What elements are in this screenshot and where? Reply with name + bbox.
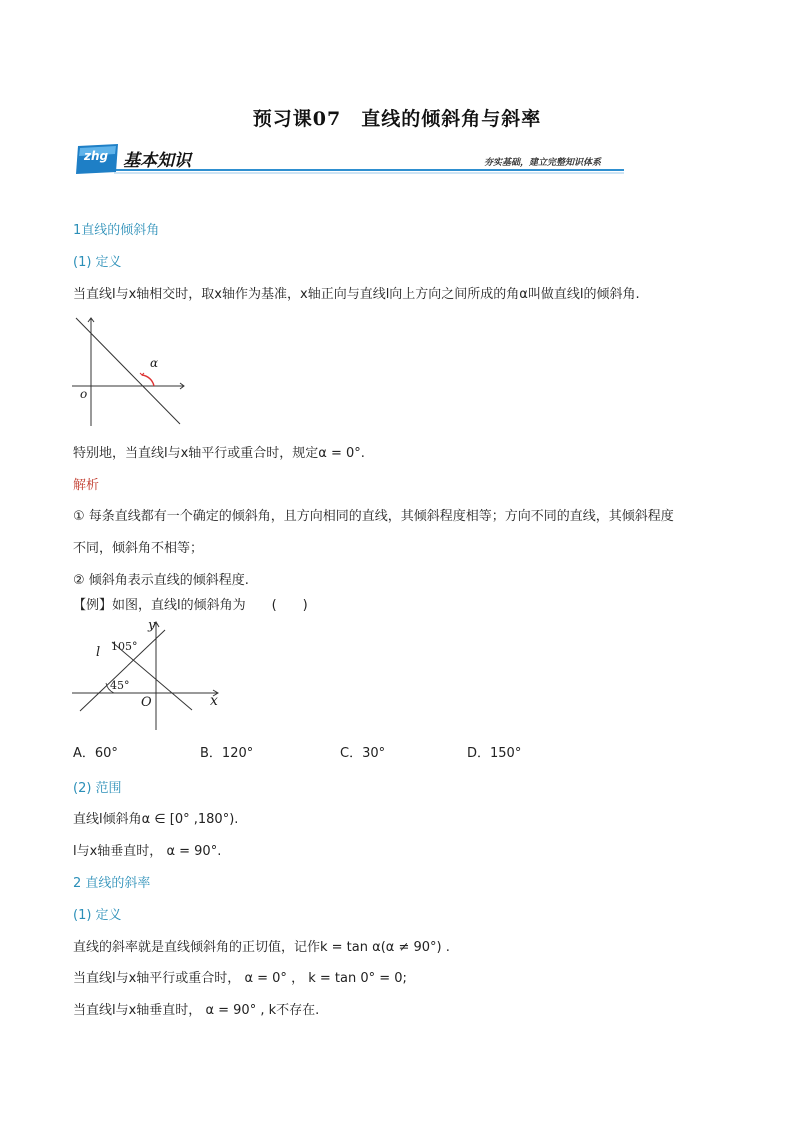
perpendicular-text: l与x轴垂直时， α = 90°. [73,844,222,859]
section2-heading: 2 直线的斜率 [73,876,151,891]
point1-line1: ① 每条直线都有一个确定的倾斜角，且方向相同的直线，其倾斜程度相等；方向不同的直线，其倾斜程度 [73,509,674,524]
option-a: A．60° [73,746,118,761]
option-c: C．30° [340,746,386,761]
range-text: 直线l倾斜角α ∈ [0° ,180°). [73,812,239,827]
option-b: B．120° [200,746,254,761]
figure-example [70,618,230,733]
option-d: D．150° [467,746,522,761]
special-case-text: 特别地，当直线l与x轴平行或重合时，规定α = 0°. [73,446,365,461]
slope-vertical-text: 当直线l与x轴垂直时， α = 90° , k不存在. [73,1003,320,1018]
figure2-x-label: x [210,693,218,709]
definition-text: 当直线l与x轴相交时，取x轴作为基准，x轴正向与直线l向上方向之间所成的角α叫做直线l的倾斜角. [73,287,640,302]
figure2-l-label: l [96,645,101,660]
page-title: 预习课07 直线的倾斜角与斜率 [252,108,542,130]
figure1-alpha-label: α [150,356,159,370]
section1-sub2: (2) 范围 [73,781,122,796]
figure1-origin-label: o [80,387,88,401]
banner-label: 基本知识 [123,151,191,171]
slope-parallel-text: 当直线l与x轴平行或重合时， α = 0° ， k = tan 0° = 0; [73,971,407,986]
analysis-label: 解析 [73,478,100,493]
figure2-angle-45: 45° [110,679,130,692]
figure2-y-label: y [148,618,156,633]
point2-text: ② 倾斜角表示直线的倾斜程度. [73,573,249,588]
banner-logo-text: zhg [84,149,109,163]
section2-sub1: (1) 定义 [73,908,122,923]
figure2-origin-label: O [141,695,152,710]
figure2-angle-105: 105° [111,640,138,653]
figure-inclination-angle [70,312,190,432]
example-text: 【例】如图，直线l的倾斜角为 ( ) [73,598,308,613]
section1-sub1: (1) 定义 [73,255,122,270]
slope-definition-text: 直线的斜率就是直线倾斜角的正切值，记作k = tan α(α ≠ 90°) . [73,940,450,955]
section1-heading: 1直线的倾斜角 [73,223,160,238]
point1-line2: 不同，倾斜角不相等； [73,541,204,556]
banner-slogan: 夯实基础，建立完整知识体系 [484,158,602,168]
